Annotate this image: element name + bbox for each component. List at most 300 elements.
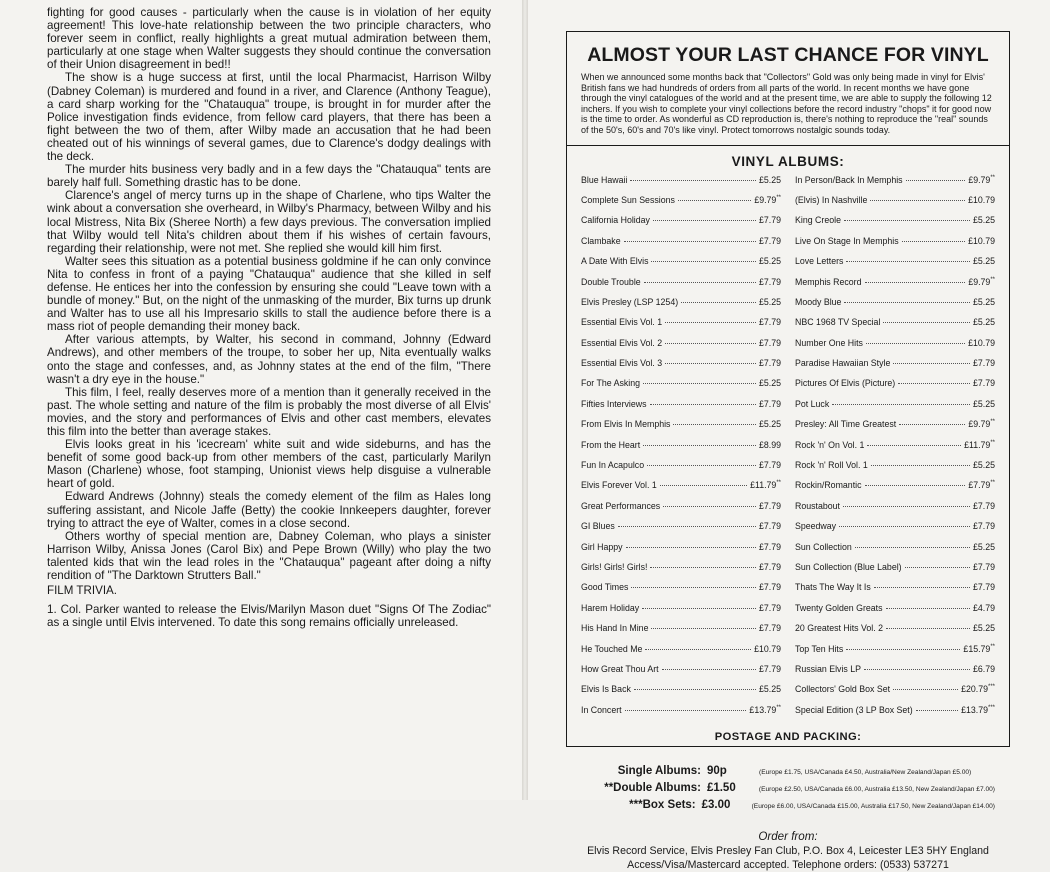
leader-dots (678, 200, 751, 201)
album-price (973, 297, 995, 307)
album-price (759, 215, 781, 225)
album-row (581, 175, 781, 195)
price-value: £11.79 (964, 439, 991, 450)
price-value: £7.79 (758, 623, 781, 634)
price-value: £7.79 (758, 602, 781, 613)
postage-table (581, 765, 995, 816)
album-price (968, 480, 995, 490)
price-mark: *** (987, 704, 995, 711)
leader-dots (665, 363, 756, 364)
price-value: £5.25 (972, 460, 995, 471)
album-price (759, 317, 781, 327)
album-title: Presley: All Time Greatest (795, 419, 897, 430)
postage-note: (Europe £2.50, USA/Canada £6.00, Australia £13.50, New Zealand/Japan £7.00) (758, 786, 995, 794)
album-price (759, 664, 781, 674)
album-row (581, 603, 781, 623)
album-price (749, 705, 781, 715)
leader-dots (626, 547, 756, 548)
leader-dots (642, 608, 756, 609)
album-row (795, 236, 995, 256)
album-title: His Hand In Mine (581, 623, 649, 634)
price-value: £5.25 (972, 256, 995, 267)
album-row (581, 623, 781, 643)
album-row (581, 582, 781, 602)
leader-dots (618, 526, 756, 527)
album-title: Love Letters (795, 256, 844, 267)
album-row (581, 521, 781, 541)
album-price (973, 317, 995, 327)
album-title: Top Ten Hits (795, 643, 844, 654)
album-row (581, 419, 781, 439)
album-price (759, 358, 781, 368)
price-value: £11.79 (750, 480, 777, 491)
album-title: Girl Happy (581, 541, 623, 552)
album-title: Girls! Girls! Girls! (581, 561, 648, 572)
price-value: £5.25 (758, 296, 781, 307)
album-title: Sun Collection (795, 541, 852, 552)
album-title: Rock 'n' Roll Vol. 1 (795, 460, 868, 471)
album-price (754, 195, 781, 205)
album-price (759, 562, 781, 572)
price-mark: ** (990, 174, 995, 181)
album-title: 20 Greatest Hits Vol. 2 (795, 623, 884, 634)
album-title: Memphis Record (795, 276, 862, 287)
album-row (795, 521, 995, 541)
album-price (759, 623, 781, 633)
album-row (581, 644, 781, 664)
album-row (795, 542, 995, 562)
album-price (759, 501, 781, 511)
article-paragraph: Others worthy of special mention are, Dabney Coleman, who plays a sinister Harrison Wilby, Anissa Jones (Carol Bix) and Pepe Brown (Willy) who play the two talented kids that win the lead roles in the "Chatauqua" pageant after doing a nifty rendition of "The Darktown Strutters Ball." (47, 529, 491, 583)
album-row (581, 440, 781, 460)
album-row (581, 562, 781, 582)
album-title: Good Times (581, 582, 629, 593)
leader-dots (650, 404, 756, 405)
album-row (795, 175, 995, 195)
album-row (795, 256, 995, 276)
album-title: GI Blues (581, 521, 615, 532)
advert-title: ALMOST YOUR LAST CHANCE FOR VINYL (587, 44, 989, 66)
price-value: £4.79 (972, 602, 995, 613)
album-title: Elvis Presley (LSP 1254) (581, 296, 679, 307)
album-title: Essential Elvis Vol. 3 (581, 358, 663, 369)
leader-dots (874, 587, 970, 588)
album-title: Number One Hits (795, 337, 863, 348)
leader-dots (645, 649, 751, 650)
album-price (973, 256, 995, 266)
price-value: £7.79 (758, 235, 781, 246)
album-row (581, 338, 781, 358)
album-price (973, 215, 995, 225)
album-price (759, 277, 781, 287)
album-column-right (795, 175, 995, 726)
vinyl-albums-heading: VINYL ALBUMS: (731, 153, 845, 169)
leader-dots (855, 547, 970, 548)
album-price (759, 440, 781, 450)
album-row (581, 480, 781, 500)
postage-note: (Europe £1.75, USA/Canada £4.50, Australia/New Zealand/Japan £5.00) (759, 769, 972, 777)
album-price (973, 562, 995, 572)
leader-dots (899, 424, 965, 425)
price-mark: ** (990, 480, 995, 487)
album-price (759, 399, 781, 409)
leader-dots (647, 465, 756, 466)
album-row (795, 378, 995, 398)
album-row (581, 358, 781, 378)
leader-dots (866, 343, 965, 344)
price-value: £7.79 (968, 480, 991, 491)
film-review-article (47, 6, 491, 629)
album-price (968, 338, 995, 348)
price-value: £13.79 (961, 704, 988, 715)
price-value: £7.79 (758, 582, 781, 593)
leader-dots (865, 282, 966, 283)
album-row (795, 480, 995, 500)
price-mark: ** (990, 439, 995, 446)
album-price (973, 542, 995, 552)
album-price (759, 378, 781, 388)
album-price (968, 419, 995, 429)
left-page (0, 0, 522, 800)
article-paragraph: After various attempts, by Walter, his second in command, Johnny (Edward Andrews), and other members of the troupe, to sober her up, Nita eventually walks onto the stage and confesses, and, as Johnny states at the end of the film, "There wasn't a dry eye in the house." (47, 333, 491, 386)
album-title: Rockin/Romantic (795, 480, 862, 491)
album-price (968, 236, 995, 246)
album-price (759, 175, 781, 185)
leader-dots (643, 383, 756, 384)
postage-row (581, 799, 995, 816)
leader-dots (846, 261, 970, 262)
album-title: Great Performances (581, 500, 661, 511)
album-title: Russian Elvis LP (795, 663, 862, 674)
album-row (795, 358, 995, 378)
leader-dots (651, 628, 756, 629)
album-row (795, 603, 995, 623)
album-row (581, 399, 781, 419)
price-value: £7.79 (758, 317, 781, 328)
album-title: How Great Thou Art (581, 663, 659, 674)
album-list (581, 175, 995, 726)
album-row (795, 419, 995, 439)
album-row (581, 378, 781, 398)
leader-dots (846, 649, 960, 650)
order-heading: Order from: (758, 830, 818, 844)
album-row (795, 399, 995, 419)
album-title: Double Trouble (581, 276, 641, 287)
leader-dots (625, 710, 747, 711)
article-paragraph: Walter sees this situation as a potential business goldmine if he can only convince Nita to confess in front of a paying "Chatauqua" audience that she killed in self defense. He entices her into the confession by ensuring she could "Leave town with a bundle of money." But, on the night of the unmasking of the murder, Bix turns up drunk and Walter has to use all his Impresario skills to stall the audience before there is a mass riot of people demanding their money back. (47, 254, 491, 334)
postage-amount: £1.50 (706, 782, 736, 795)
album-row (581, 460, 781, 480)
order-address: Elvis Record Service, Elvis Presley Fan Club, P.O. Box 4, Leicester LE3 5HY England (587, 845, 989, 858)
album-title: Pot Luck (795, 398, 830, 409)
leader-dots (634, 689, 756, 690)
album-title: Thats The Way It Is (795, 582, 871, 593)
price-value: £5.25 (972, 215, 995, 226)
album-title: King Creole (795, 215, 841, 226)
price-mark: ** (990, 419, 995, 426)
album-title: Elvis Is Back (581, 684, 631, 695)
album-title: Live On Stage In Memphis (795, 235, 899, 246)
album-price (973, 399, 995, 409)
album-price (973, 501, 995, 511)
album-title: In Person/Back In Memphis (795, 174, 903, 185)
price-value: £7.79 (758, 460, 781, 471)
album-row (795, 215, 995, 235)
album-title: In Concert (581, 704, 622, 715)
price-value: £5.25 (758, 174, 781, 185)
price-value: £5.25 (758, 256, 781, 267)
album-row (795, 440, 995, 460)
leader-dots (916, 710, 958, 711)
price-value: £7.79 (972, 582, 995, 593)
album-row (581, 195, 781, 215)
album-title: California Holiday (581, 215, 650, 226)
price-value: £7.79 (972, 561, 995, 572)
album-price (759, 297, 781, 307)
album-title: Pictures Of Elvis (Picture) (795, 378, 896, 389)
film-trivia-heading: FILM TRIVIA. (47, 584, 118, 598)
price-value: £6.79 (972, 663, 995, 674)
album-row (795, 501, 995, 521)
price-value: £7.79 (972, 378, 995, 389)
leader-dots (653, 220, 756, 221)
album-price (759, 256, 781, 266)
price-mark: ** (776, 195, 781, 202)
price-value: £10.79 (968, 337, 995, 348)
leader-dots (871, 465, 970, 466)
album-price (973, 378, 995, 388)
album-title: NBC 1968 TV Special (795, 317, 881, 328)
album-title: He Touched Me (581, 643, 643, 654)
album-title: Essential Elvis Vol. 1 (581, 317, 663, 328)
price-mark: *** (987, 684, 995, 691)
album-row (795, 582, 995, 602)
album-title: Collectors' Gold Box Set (795, 684, 891, 695)
album-row (581, 297, 781, 317)
postage-label: **Double Albums: (604, 782, 701, 795)
leader-dots (886, 628, 970, 629)
price-value: £5.25 (758, 419, 781, 430)
album-price (973, 521, 995, 531)
divider (567, 145, 1009, 146)
price-value: £9.79 (754, 194, 777, 205)
album-title: Speedway (795, 521, 837, 532)
leader-dots (650, 567, 756, 568)
album-title: Special Edition (3 LP Box Set) (795, 704, 913, 715)
postage-row (581, 782, 995, 799)
album-title: Harem Holiday (581, 602, 640, 613)
order-contact: Access/Visa/Mastercard accepted. Telephone orders: (0533) 537271 (627, 858, 949, 871)
album-price (750, 480, 781, 490)
vinyl-advert-box (566, 31, 1010, 871)
album-row (795, 684, 995, 704)
album-price (961, 705, 995, 715)
album-row (581, 705, 781, 725)
postage-heading: POSTAGE AND PACKING: (714, 731, 862, 744)
leader-dots (844, 302, 970, 303)
album-price (961, 684, 995, 694)
album-row (795, 338, 995, 358)
article-paragraph: The murder hits business very badly and in a few days the "Chatauqua" tents are barely half full. Something drastic has to be done. (47, 163, 491, 190)
leader-dots (832, 404, 970, 405)
album-title: Elvis Forever Vol. 1 (581, 480, 657, 491)
album-row (581, 542, 781, 562)
price-value: £5.25 (758, 378, 781, 389)
postage-row (581, 765, 995, 782)
price-value: £8.99 (758, 439, 781, 450)
leader-dots (673, 424, 756, 425)
article-paragraph: fighting for good causes - particularly when the cause is in violation of her equity agreement! This love-hate relationship between the two principle characters, who forever seem in conflict, really highlights a great mutual admiration between them, particularly at one stage when Walter suggests they should continue the conversation of their Union disagreement in bed!! (47, 6, 491, 72)
album-row (581, 664, 781, 684)
advert-intro: When we announced some months back that "Collectors" Gold was only being made in vinyl for Elvis' British fans we had hundreds of orders from all parts of the world. In recent months we have gone through the vinyl catalogues of the world and at the present time, we are able to supply the following 12 inchers. If you wish to complete your vinyl collections before the record industry "chops" it for good now is the time to order. As wonderful as CD reproduction is, there's nothing to reproduce the "real" sounds of the 50's, 60's and 70's like vinyl. Protect tomorrows nostalgic sounds today. (581, 72, 992, 135)
postage-amount: £3.00 (701, 799, 731, 812)
album-row (581, 317, 781, 337)
leader-dots (630, 180, 756, 181)
album-row (581, 277, 781, 297)
album-price (973, 582, 995, 592)
price-value: £5.25 (972, 541, 995, 552)
price-value: £5.25 (758, 684, 781, 695)
price-value: £7.79 (758, 521, 781, 532)
album-title: Clambake (581, 235, 621, 246)
leader-dots (864, 669, 970, 670)
album-row (795, 195, 995, 215)
album-price (759, 582, 781, 592)
price-mark: ** (776, 480, 781, 487)
price-value: £7.79 (758, 541, 781, 552)
price-value: £7.79 (758, 358, 781, 369)
leader-dots (893, 363, 970, 364)
price-value: £7.79 (972, 500, 995, 511)
leader-dots (663, 506, 756, 507)
album-price (759, 338, 781, 348)
leader-dots (651, 261, 756, 262)
leader-dots (624, 241, 756, 242)
album-title: (Elvis) In Nashville (795, 194, 868, 205)
album-row (795, 705, 995, 725)
leader-dots (662, 669, 756, 670)
price-value: £10.79 (754, 643, 781, 654)
price-value: £7.79 (758, 561, 781, 572)
album-row (581, 501, 781, 521)
album-row (795, 460, 995, 480)
price-value: £7.79 (758, 663, 781, 674)
leader-dots (893, 689, 958, 690)
film-trivia-item: 1. Col. Parker wanted to release the Elvis/Marilyn Mason duet "Signs Of The Zodiac" as a single until Elvis intervened. To date this song remains officially unreleased. (47, 603, 491, 630)
album-row (795, 644, 995, 664)
price-value: £7.79 (758, 337, 781, 348)
leader-dots (631, 587, 756, 588)
price-value: £9.79 (968, 419, 991, 430)
price-mark: ** (776, 704, 781, 711)
leader-dots (867, 445, 961, 446)
leader-dots (681, 302, 756, 303)
price-value: £7.79 (758, 398, 781, 409)
article-paragraph: Edward Andrews (Johnny) steals the comedy element of the film as Hales long suffering assistant, and Nicole Jaffe (Betty) the cookie Innkeepers daughter, forever trying to attract the eye of Walter, comes in a close second. (47, 490, 491, 530)
leader-dots (665, 322, 756, 323)
album-title: Essential Elvis Vol. 2 (581, 337, 663, 348)
album-row (795, 317, 995, 337)
leader-dots (870, 200, 965, 201)
album-title: Rock 'n' On Vol. 1 (795, 439, 865, 450)
album-price (963, 644, 995, 654)
leader-dots (886, 608, 970, 609)
album-price (973, 603, 995, 613)
album-row (795, 297, 995, 317)
article-paragraph: The show is a huge success at first, until the local Pharmacist, Harrison Wilby (Dabney Coleman) is murdered and found in a river, and Clarence (Anthony Teague), a card sharp working for the "Chatauqua" troupe, is brought in for murder after the Police investigation finds evidence, from fellow card players, that there has been a fight between the two of them, after Wilby made an accusation that he had been cheated out of his winnings of several games, due to Clarence's dodgy dealings with the deck. (47, 71, 491, 164)
album-row (795, 562, 995, 582)
leader-dots (902, 241, 965, 242)
album-price (759, 460, 781, 470)
price-value: £5.25 (972, 296, 995, 307)
leader-dots (644, 282, 756, 283)
price-value: £5.25 (972, 398, 995, 409)
price-value: £7.79 (758, 215, 781, 226)
price-value: £15.79 (963, 643, 991, 654)
leader-dots (843, 506, 970, 507)
album-title: Sun Collection (Blue Label) (795, 561, 902, 572)
album-price (973, 460, 995, 470)
album-price (759, 419, 781, 429)
article-paragraph: This film, I feel, really deserves more of a mention than it generally received in the past. The whole setting and nature of the film is probably the most diverse of all Elvis' movies, and the story and performances of Elvis and other cast members, elevates this film into the better than average stakes. (47, 385, 491, 438)
album-row (795, 277, 995, 297)
album-row (581, 684, 781, 704)
album-price (968, 277, 995, 287)
postage-label: ***Box Sets: (629, 799, 696, 812)
album-title: For The Asking (581, 378, 641, 389)
album-price (973, 664, 995, 674)
album-title: From the Heart (581, 439, 641, 450)
leader-dots (844, 220, 970, 221)
price-value: £7.79 (972, 521, 995, 532)
album-row (581, 256, 781, 276)
album-price (759, 236, 781, 246)
price-value: £13.79 (749, 704, 777, 715)
album-price (964, 440, 995, 450)
album-price (754, 644, 781, 654)
album-title: From Elvis In Memphis (581, 419, 671, 430)
price-value: £5.25 (972, 317, 995, 328)
album-title: Paradise Hawaiian Style (795, 358, 891, 369)
album-price (973, 358, 995, 368)
album-price (759, 521, 781, 531)
price-value: £10.79 (968, 194, 995, 205)
postage-amount: 90p (707, 765, 727, 778)
price-mark: ** (990, 276, 995, 283)
leader-dots (643, 445, 756, 446)
album-column-left (581, 175, 781, 726)
leader-dots (839, 526, 970, 527)
album-price (973, 623, 995, 633)
price-value: £5.25 (972, 623, 995, 634)
leader-dots (865, 485, 966, 486)
album-price (968, 195, 995, 205)
album-row (581, 215, 781, 235)
album-title: Complete Sun Sessions (581, 194, 675, 205)
album-price (759, 684, 781, 694)
price-value: £7.79 (758, 276, 781, 287)
album-title: Moody Blue (795, 296, 842, 307)
album-row (795, 664, 995, 684)
album-title: Roustabout (795, 500, 840, 511)
leader-dots (905, 567, 970, 568)
price-value: £7.79 (972, 358, 995, 369)
album-row (581, 236, 781, 256)
leader-dots (665, 343, 756, 344)
album-price (968, 175, 995, 185)
album-title: Fifties Interviews (581, 398, 647, 409)
price-value: £7.79 (758, 500, 781, 511)
